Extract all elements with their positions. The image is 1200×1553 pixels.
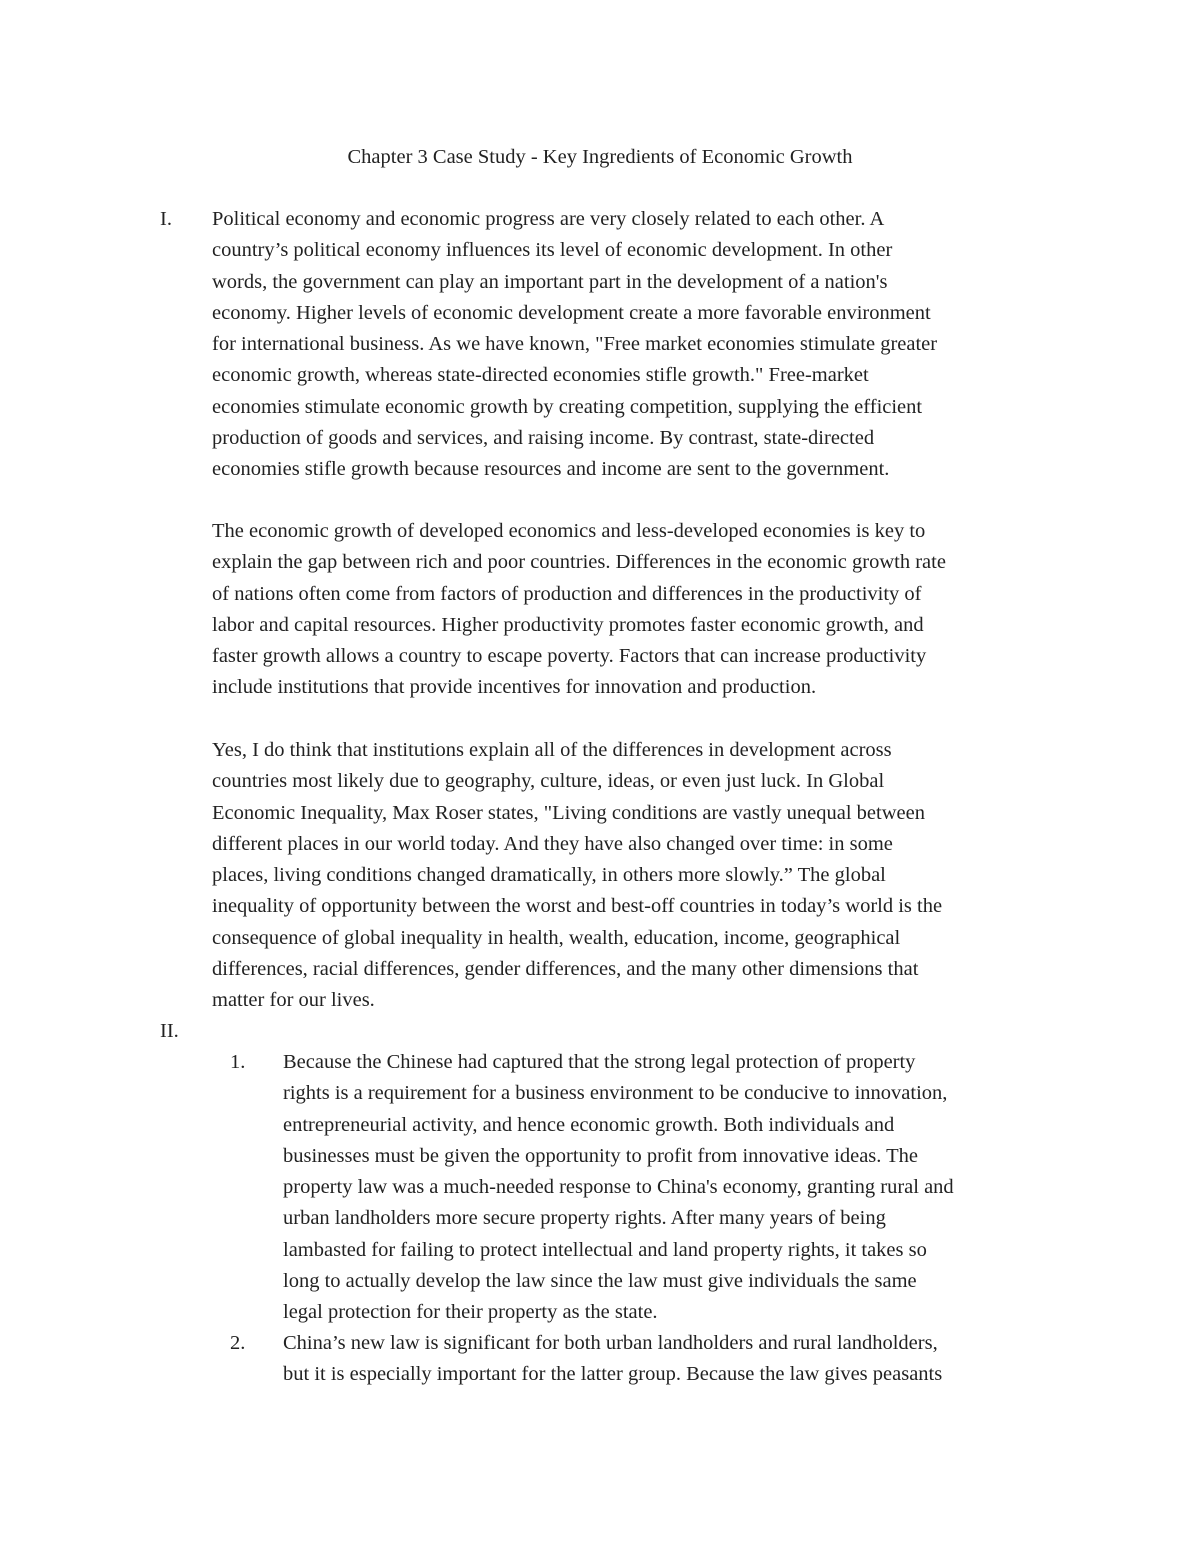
text-line: businesses must be given the opportunity to profit from innovative ideas. The [283,1144,919,1167]
paragraph [212,735,1070,1017]
text-line: differences, racial differences, gender differences, and the many other dimensions that [212,958,919,981]
text-line: of nations often come from factors of production and differences in the productivity of [212,582,922,605]
text-line: lambasted for failing to protect intellectual and land property rights, it takes so [283,1238,927,1261]
text-line: urban landholders more secure property rights. After many years of being [283,1207,886,1230]
paragraph [212,204,1070,486]
list-number: 2. [230,1332,246,1354]
text-line: but it is especially important for the latter group. Because the law gives peasants [283,1363,943,1386]
text-line: different places in our world today. And they have also changed over time: in some [212,832,893,855]
text-line: country’s political economy influences its level of economic development. In other [212,239,893,262]
text-line: economies stifle growth because resources and income are sent to the government. [212,458,890,481]
text-line: China’s new law is significant for both urban landholders and rural landholders, [283,1332,938,1354]
paragraph [212,516,1070,704]
section-marker-1: I. [160,208,172,230]
text-line: property law was a much-needed response to China's economy, granting rural and [283,1176,954,1199]
document-title: Chapter 3 Case Study - Key Ingredients of Economic Growth [347,146,853,168]
text-line: inequality of opportunity between the worst and best-off countries in today’s world is the [212,895,943,918]
list-item [283,1328,1073,1391]
text-line: consequence of global inequality in health, wealth, education, income, geographical [212,926,901,949]
text-line: rights is a requirement for a business environment to be conducive to innovation, [283,1082,948,1105]
text-line: economies stimulate economic growth by creating competition, supplying the efficient [212,395,923,418]
text-line: labor and capital resources. Higher productivity promotes faster economic growth, and [212,613,924,636]
text-line: The economic growth of developed economics and less-developed economies is key to [212,520,926,542]
text-line: countries most likely due to geography, culture, ideas, or even just luck. In Global [212,770,885,793]
text-line: include institutions that provide incentives for innovation and production. [212,676,817,699]
section-marker-2: II. [160,1020,179,1042]
list-number: 1. [230,1051,246,1073]
text-line: economic growth, whereas state-directed economies stifle growth." Free-market [212,364,869,387]
text-line: Yes, I do think that institutions explain all of the differences in development across [212,739,892,761]
text-line: economy. Higher levels of economic development create a more favorable environment [212,301,931,324]
text-line: words, the government can play an important part in the development of a nation's [212,270,888,293]
text-line: entrepreneurial activity, and hence economic growth. Both individuals and [283,1113,895,1136]
text-line: Political economy and economic progress are very closely related to each other. A [212,208,885,230]
text-line: explain the gap between rich and poor countries. Differences in the economic growth rate [212,551,946,574]
text-line: Economic Inequality, Max Roser states, "Living conditions are vastly unequal between [212,801,925,824]
text-line: places, living conditions changed dramatically, in others more slowly.” The global [212,864,886,887]
text-line: legal protection for their property as the state. [283,1301,658,1324]
text-line: long to actually develop the law since the law must give individuals the same [283,1270,917,1293]
list-item [283,1047,1073,1329]
text-line: for international business. As we have known, "Free market economies stimulate greater [212,333,938,356]
text-line: matter for our lives. [212,989,375,1012]
text-line: production of goods and services, and raising income. By contrast, state-directed [212,427,875,450]
text-line: faster growth allows a country to escape poverty. Factors that can increase productivity [212,645,927,668]
text-line: Because the Chinese had captured that the strong legal protection of property [283,1051,916,1073]
